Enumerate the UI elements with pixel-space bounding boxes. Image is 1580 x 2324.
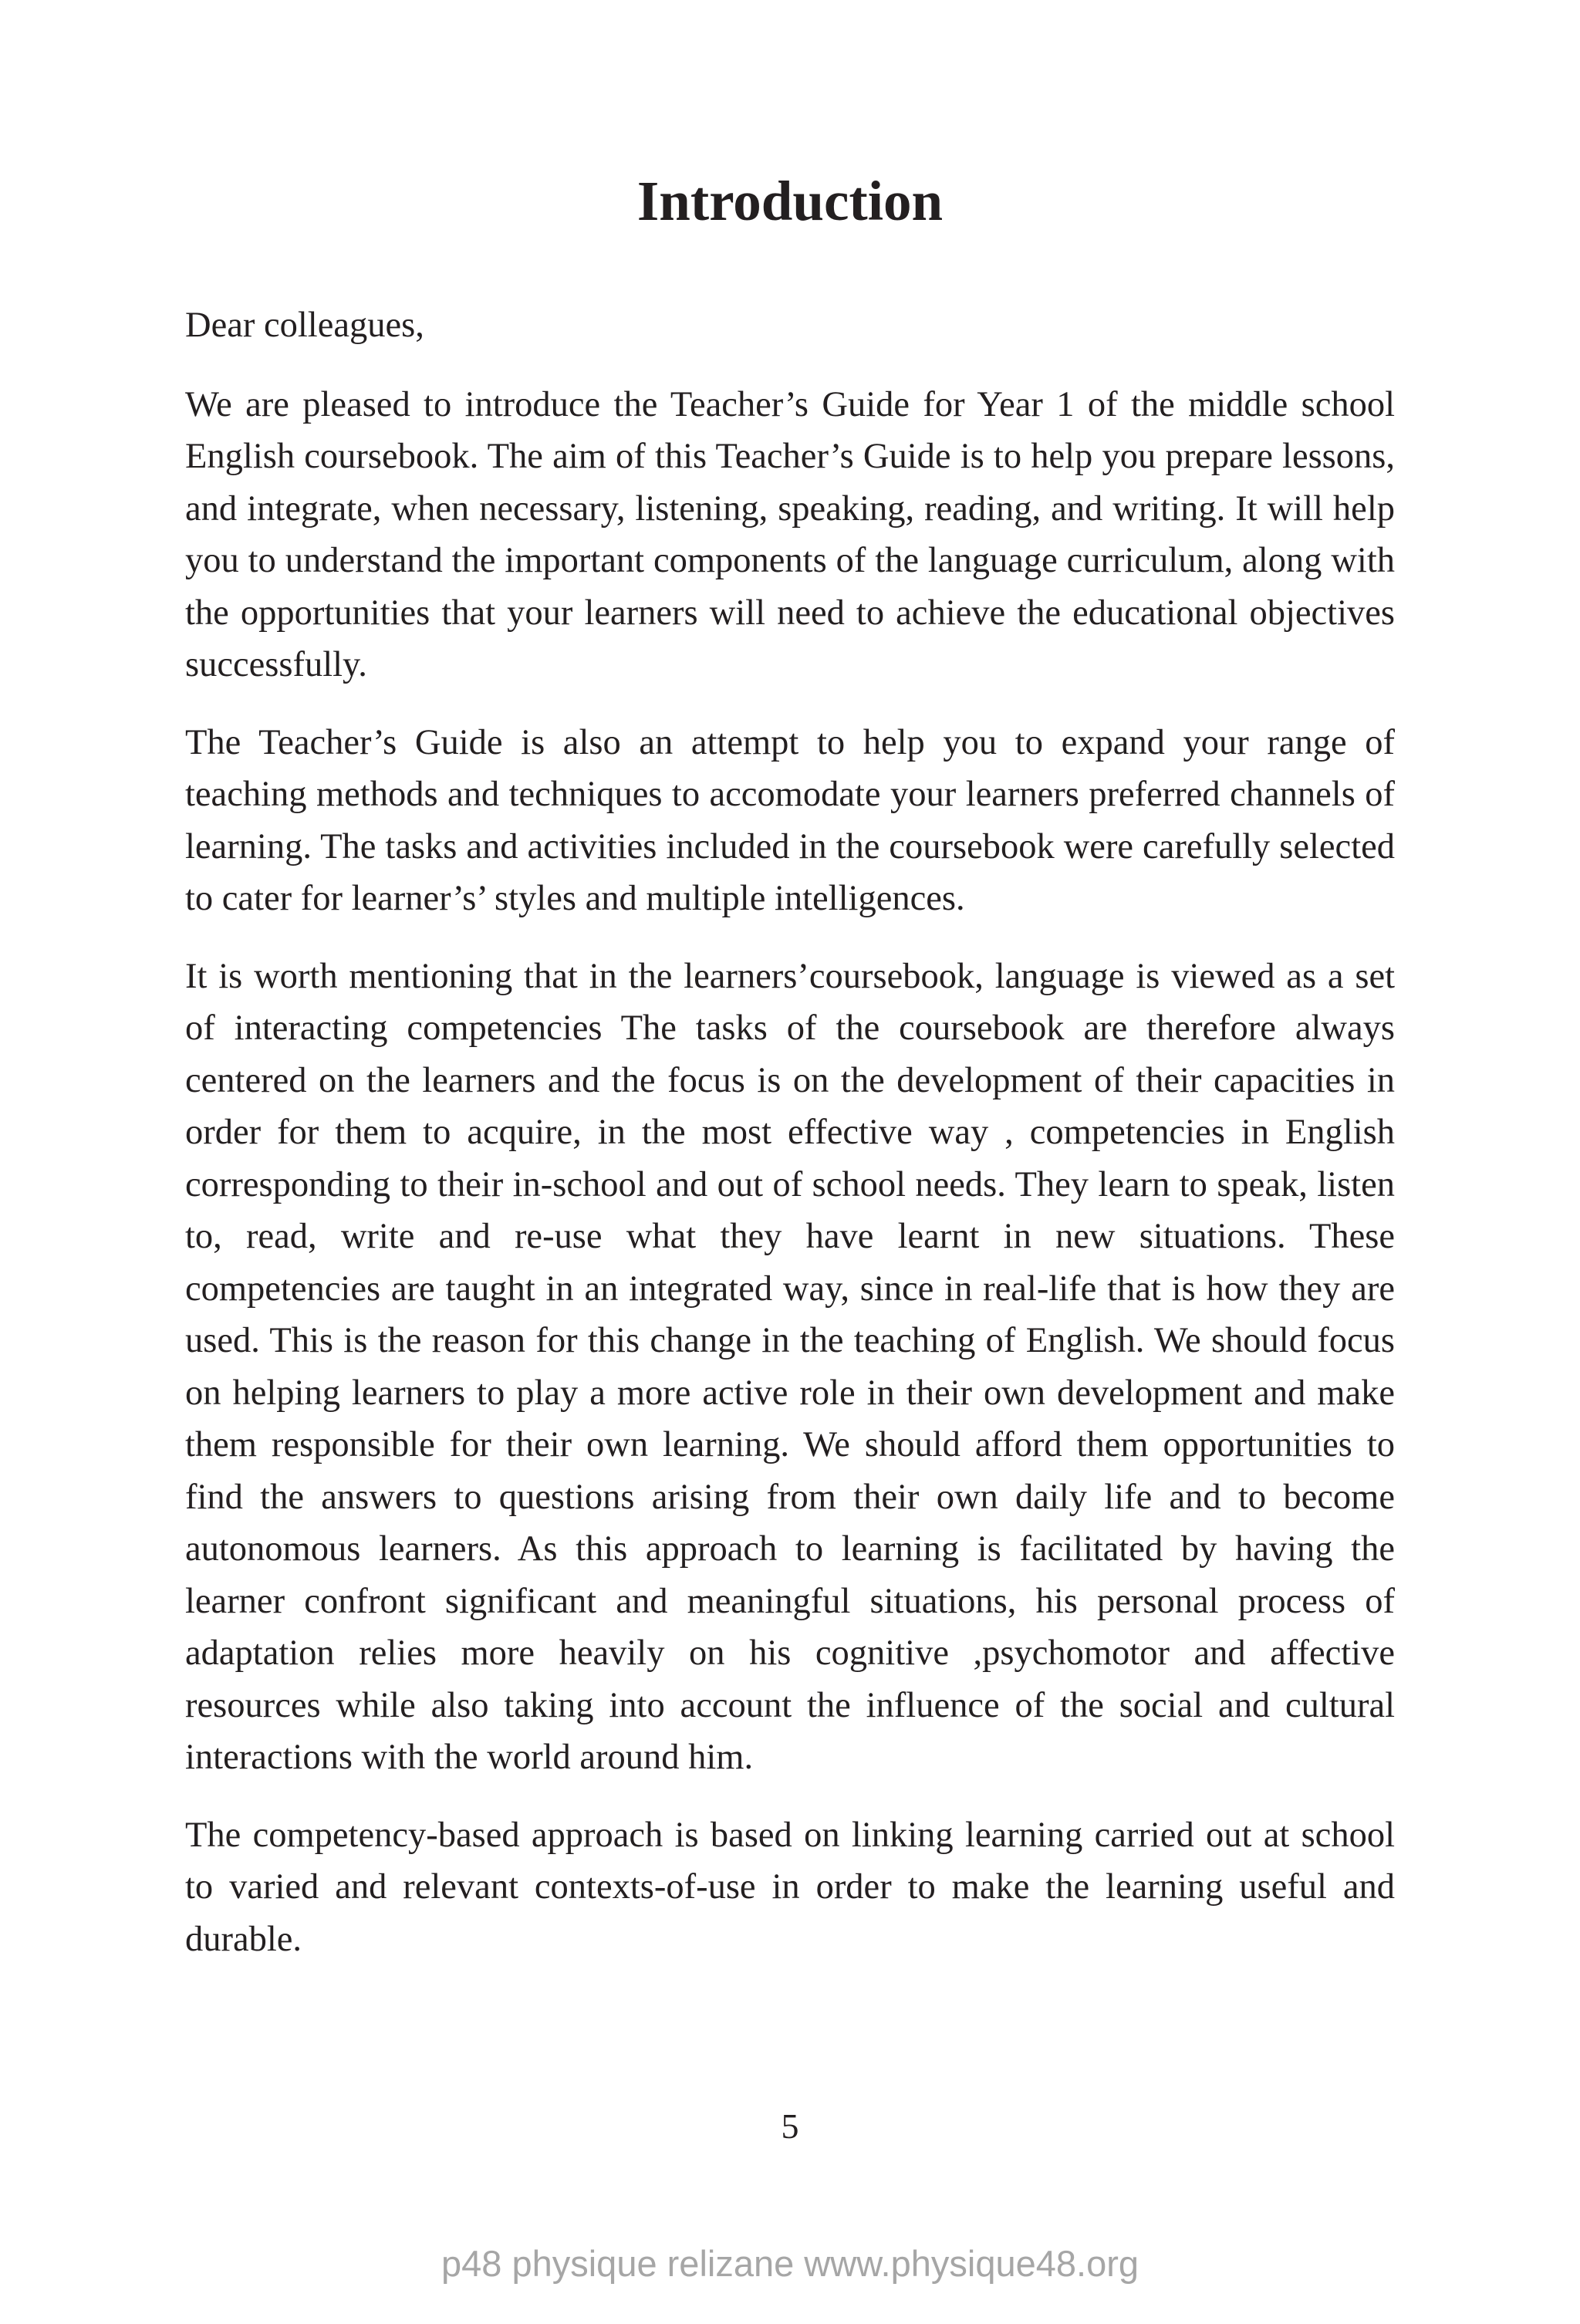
paragraph-methods: The Teacher’s Guide is also an attempt to help you to expand your range of teaching methods and techniques to accomodate your learners preferred channels of learning. The tasks and activities included in the coursebook were carefully selected to cater for learner’s’ styles and multiple intelligences. — [185, 722, 1395, 918]
salutation: Dear colleagues, — [185, 306, 424, 345]
paragraph-intro: We are pleased to introduce the Teacher’s Guide for Year 1 of the middle school English coursebook. The aim of this Teacher’s Guide is to help you prepare lessons, and integrate, when necessary, listening, speaking, reading, and writing. It will help you to understand the important components of the language curriculum, along with the opportunities that your learners will need to achieve the educational objectives successfully. — [185, 384, 1395, 684]
paragraph-competencies: It is worth mentioning that in the learners’coursebook, language is viewed as a set of interacting competencies The tasks of the coursebook are therefore always centered on the learners and the focus is on the development of their capacities in order for them to acquire, in the most effective way , competencies in English corresponding to their in-school and out of school needs. They learn to speak, listen to, read, write and re-use what they have learnt in new situations. These competencies are taught in an integrated way, since in real-life that is how they are used. This is the reason for this change in the teaching of English. We should focus on helping learners to play a more active role in their own development and make them responsible for their own learning. We should afford them opportunities to find the answers to questions arising from their own daily life and to become autonomous learners. As this approach to learning is facilitated by having the learner confront significant and meaningful situations, his personal process of adaptation relies more heavily on his cognitive ,psychomotor and affective resources while also taking into account the influence of the social and cultural interactions with the world around him. — [185, 956, 1395, 1777]
page-number: 5 — [781, 2106, 799, 2146]
footer-watermark: p48 physique relizane www.physique48.org — [441, 2243, 1139, 2284]
document-body — [185, 299, 1395, 1991]
page-title: Introduction — [636, 170, 944, 232]
paragraph-approach: The competency-based approach is based on linking learning carried out at school to varied and relevant contexts-of-use in order to make the learning useful and durable. — [185, 1815, 1395, 1959]
